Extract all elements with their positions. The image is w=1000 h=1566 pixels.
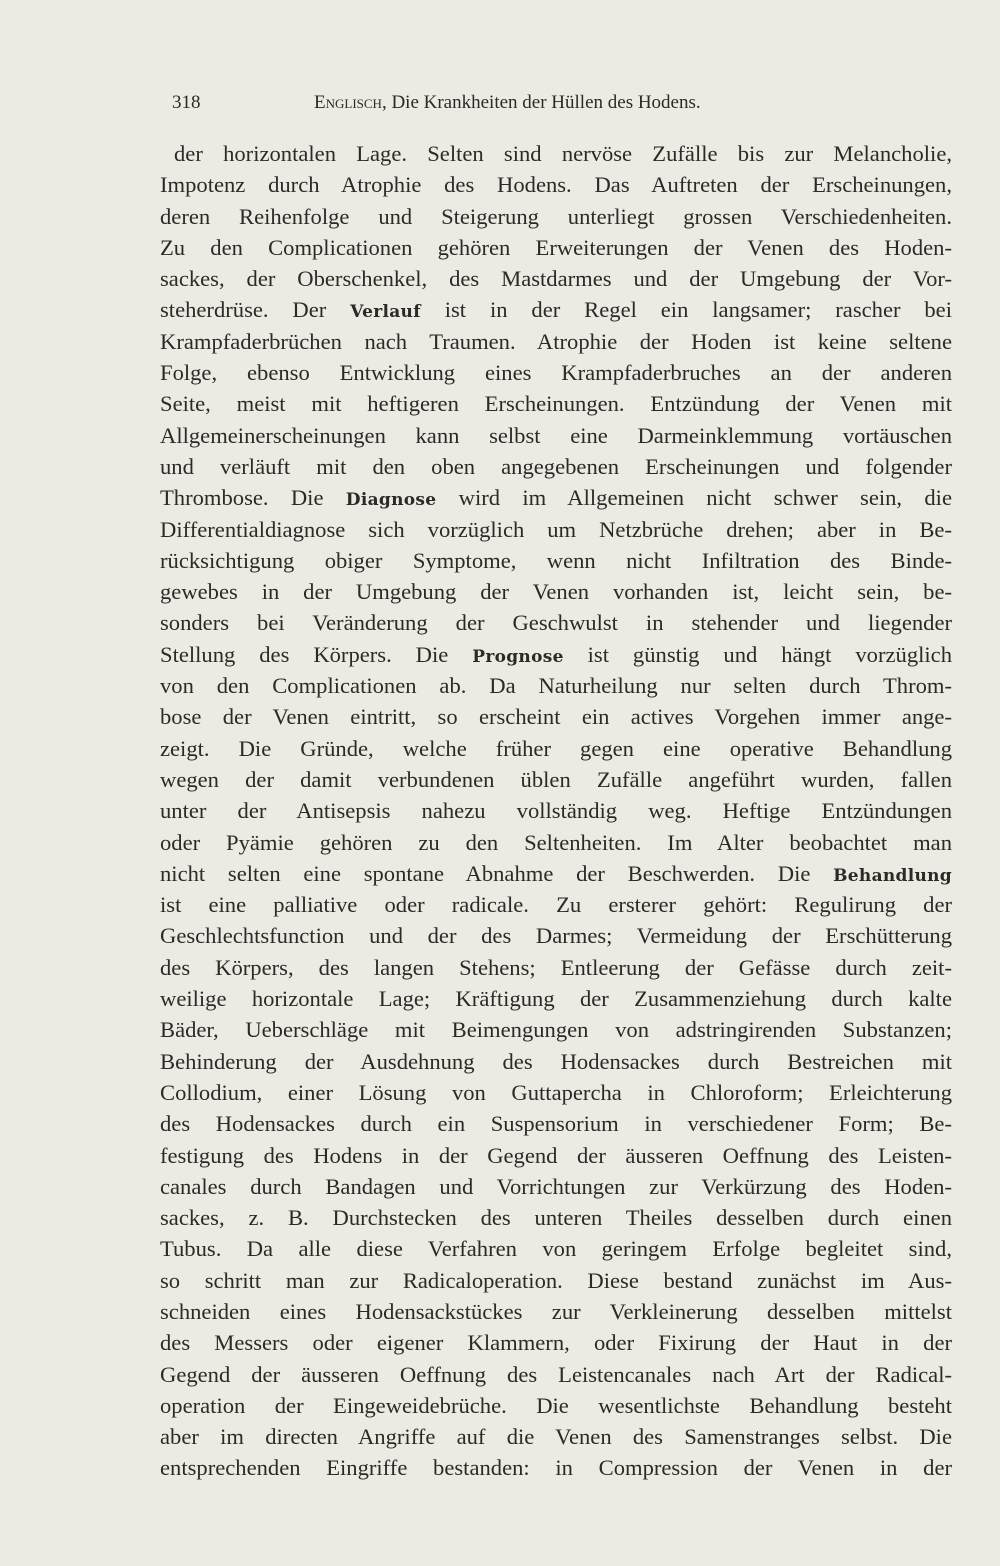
spaced-term: Behandlung xyxy=(833,865,952,886)
text-line xyxy=(160,764,952,795)
text-line xyxy=(160,263,952,294)
line-text: oder Pyämie gehören zu den Seltenheiten. Im Alter beobachtet man xyxy=(160,829,952,855)
line-text: operation der Eingeweidebrüche. Die wesentlichste Behandlung besteht xyxy=(160,1392,952,1418)
text-line xyxy=(160,169,952,200)
line-text: nicht selten eine spontane Abnahme der Beschwerden. Die xyxy=(160,860,834,886)
line-text: Gegend der äusseren Oeffnung des Leistencanales nach Art der Radical- xyxy=(160,1361,952,1387)
body-text xyxy=(160,138,952,1484)
text-line xyxy=(160,607,952,638)
text-line xyxy=(160,1452,952,1483)
text-line xyxy=(160,1233,952,1264)
line-text: Behinderung der Ausdehnung des Hodensackes durch Bestreichen mit xyxy=(160,1048,952,1074)
spaced-term: Prognose xyxy=(472,646,564,667)
line-text: und verläuft mit den oben angegebenen Erscheinungen und folgender xyxy=(160,453,952,479)
text-line xyxy=(160,1077,952,1108)
line-text: Collodium, einer Lösung von Guttapercha in Chloroform; Erleichterung xyxy=(160,1079,952,1105)
text-line xyxy=(160,294,952,325)
line-text: Thrombose. Die xyxy=(160,485,346,511)
text-line xyxy=(160,1359,952,1390)
text-line xyxy=(160,639,952,670)
line-text: Bäder, Ueberschläge mit Beimengungen von adstringirenden Substanzen; xyxy=(160,1017,952,1043)
page-header xyxy=(172,92,812,122)
line-text: des Hodensackes durch ein Suspensorium in verschiedener Form; Be- xyxy=(160,1111,952,1137)
line-text: Allgemeinerscheinungen kann selbst eine Darmeinklemmung vortäuschen xyxy=(160,422,952,448)
line-text: bose der Venen eintritt, so erscheint ein actives Vorgehen immer ange- xyxy=(160,704,952,730)
line-text: sonders bei Veränderung der Geschwulst in stehender und liegender xyxy=(160,610,952,636)
page-number: 318 xyxy=(172,92,201,113)
text-line xyxy=(160,576,952,607)
line-text: ist in der Regel ein langsamer; rascher bei xyxy=(420,297,952,323)
line-text: festigung des Hodens in der Gegend der äusseren Oeffnung des Leisten- xyxy=(160,1142,952,1168)
text-line xyxy=(160,138,952,169)
line-text: Seite, meist mit heftigeren Erscheinungen. Entzündung der Venen mit xyxy=(160,391,952,417)
text-line xyxy=(160,451,952,482)
line-text: unter der Antisepsis nahezu vollständig weg. Heftige Entzündungen xyxy=(160,798,952,824)
text-line xyxy=(160,388,952,419)
running-head xyxy=(314,92,701,114)
text-line xyxy=(160,1327,952,1358)
line-text: gewebes in der Umgebung der Venen vorhanden ist, leicht sein, be- xyxy=(160,579,952,605)
line-text: weilige horizontale Lage; Kräftigung der Zusammenziehung durch kalte xyxy=(160,986,952,1012)
text-line xyxy=(160,889,952,920)
text-line xyxy=(160,1171,952,1202)
line-text: des Messers oder eigener Klammern, oder Fixirung der Haut in der xyxy=(160,1330,952,1356)
line-text: Geschlechtsfunction und der des Darmes; Vermeidung der Erschütterung xyxy=(160,923,952,949)
text-line xyxy=(160,670,952,701)
text-line xyxy=(160,1421,952,1452)
text-line xyxy=(160,482,952,513)
line-text: der horizontalen Lage. Selten sind nervöse Zufälle bis zur Melancholie, xyxy=(174,141,952,166)
spaced-term: Diagnose xyxy=(345,490,437,511)
line-text: Differentialdiagnose sich vorzüglich um Netzbrüche drehen; aber in Be- xyxy=(160,516,952,542)
text-line xyxy=(160,952,952,983)
text-line xyxy=(160,1390,952,1421)
text-line xyxy=(160,983,952,1014)
spaced-term: Verlauf xyxy=(350,302,421,323)
line-text: sackes, der Oberschenkel, des Mastdarmes und der Umgebung der Vor- xyxy=(160,266,952,292)
running-head-author: Englisch xyxy=(314,92,382,113)
line-text: ist eine palliative oder radicale. Zu ersterer gehört: Regulirung der xyxy=(160,892,952,918)
running-head-title: , Die Krankheiten der Hüllen des Hodens. xyxy=(381,92,701,113)
line-text: wird im Allgemeinen nicht schwer sein, die xyxy=(436,485,952,511)
text-line xyxy=(160,1046,952,1077)
text-line xyxy=(160,733,952,764)
text-line xyxy=(160,201,952,232)
text-line xyxy=(160,1108,952,1139)
text-line xyxy=(160,1140,952,1171)
line-text: Zu den Complicationen gehören Erweiterungen der Venen des Hoden- xyxy=(160,234,952,260)
line-text: schneiden eines Hodensackstückes zur Verkleinerung desselben mittelst xyxy=(160,1298,952,1324)
line-text: ist günstig und hängt vorzüglich xyxy=(563,641,952,667)
text-line xyxy=(160,1265,952,1296)
line-text: Impotenz durch Atrophie des Hodens. Das Auftreten der Erscheinungen, xyxy=(160,172,952,198)
line-text: deren Reihenfolge und Steigerung unterliegt grossen Verschiedenheiten. xyxy=(160,203,952,229)
text-line xyxy=(160,701,952,732)
line-text: aber im directen Angriffe auf die Venen des Samenstranges selbst. Die xyxy=(160,1424,952,1450)
line-text: Tubus. Da alle diese Verfahren von geringem Erfolge begleitet sind, xyxy=(160,1236,952,1262)
line-text: canales durch Bandagen und Vorrichtungen zur Verkürzung des Hoden- xyxy=(160,1173,952,1199)
line-text: des Körpers, des langen Stehens; Entleerung der Gefässe durch zeit- xyxy=(160,954,952,980)
text-line xyxy=(160,795,952,826)
line-text: sackes, z. B. Durchstecken des unteren Theiles desselben durch einen xyxy=(160,1205,952,1231)
text-line xyxy=(160,545,952,576)
text-line xyxy=(160,827,952,858)
line-text: steherdrüse. Der xyxy=(160,297,351,323)
line-text: wegen der damit verbundenen üblen Zufälle angeführt wurden, fallen xyxy=(160,766,952,792)
line-text: so schritt man zur Radicaloperation. Diese bestand zunächst im Aus- xyxy=(160,1267,952,1293)
line-text: entsprechenden Eingriffe bestanden: in Compression der Venen in der xyxy=(160,1455,952,1481)
text-line xyxy=(160,357,952,388)
line-text: von den Complicationen ab. Da Naturheilung nur selten durch Throm- xyxy=(160,673,952,699)
text-line xyxy=(160,1014,952,1045)
text-line xyxy=(160,420,952,451)
line-text: Stellung des Körpers. Die xyxy=(160,641,473,667)
line-text: Krampfaderbrüchen nach Traumen. Atrophie der Hoden ist keine seltene xyxy=(160,328,952,354)
text-line xyxy=(160,858,952,889)
text-line xyxy=(160,326,952,357)
text-line xyxy=(160,232,952,263)
text-line xyxy=(160,1296,952,1327)
line-text: zeigt. Die Gründe, welche früher gegen eine operative Behandlung xyxy=(160,735,952,761)
line-text: Folge, ebenso Entwicklung eines Krampfaderbruches an der anderen xyxy=(160,360,952,386)
text-line xyxy=(160,514,952,545)
line-text: rücksichtigung obiger Symptome, wenn nicht Infiltration des Binde- xyxy=(160,547,952,573)
text-line xyxy=(160,1202,952,1233)
text-line xyxy=(160,920,952,951)
